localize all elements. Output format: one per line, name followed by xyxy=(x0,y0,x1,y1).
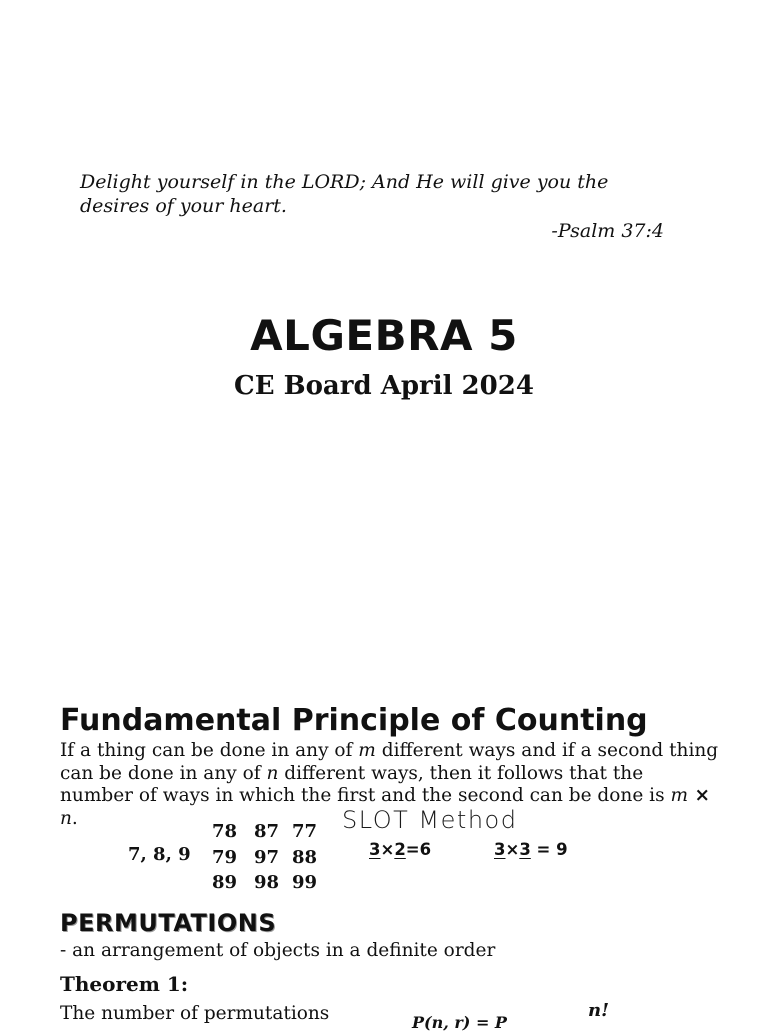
slot-2-op: × xyxy=(505,840,520,859)
fpc-text-end: . xyxy=(71,807,78,829)
grid-number: 98 xyxy=(254,872,280,893)
theorem-title: Theorem 1: xyxy=(60,972,189,996)
theorem-text: The number of permutations xyxy=(60,1003,330,1024)
permutations-heading: PERMUTATIONS xyxy=(60,909,277,937)
slot-1-b: 2 xyxy=(394,840,406,859)
slot-2-b: 3 xyxy=(519,840,531,859)
bible-quote xyxy=(80,170,680,218)
number-grid xyxy=(212,821,330,894)
slot-2-a: 3 xyxy=(494,840,506,859)
grid-number: 88 xyxy=(292,846,318,868)
document-title: ALGEBRA 5 xyxy=(250,311,518,360)
var-n-product: n xyxy=(60,807,72,829)
permutations-definition: - an arrangement of objects in a definite order xyxy=(60,940,496,961)
grid-number: 77 xyxy=(292,821,318,842)
formula-numerator: n! xyxy=(588,1000,609,1021)
var-n: n xyxy=(266,762,279,784)
slot-1-op: × xyxy=(380,840,395,859)
grid-number: 89 xyxy=(212,872,238,893)
grid-number: 99 xyxy=(292,872,318,893)
slot-1-a: 3 xyxy=(369,840,381,859)
slot-1-result: 6 xyxy=(419,840,432,859)
grid-number: 79 xyxy=(212,846,238,868)
fpc-text-3: different ways, then it follows that the number of ways in which the first and the second can be done is xyxy=(60,762,671,806)
var-m-product: m xyxy=(670,785,688,806)
fpc-text-2: different ways and if a second thing can be done in any of xyxy=(60,740,719,784)
permutation-formula: P(n, r) = P xyxy=(412,1013,507,1032)
handwritten-note: SLOT Method xyxy=(342,806,518,834)
document-subtitle: CE Board April 2024 xyxy=(234,371,534,401)
fpc-text-1: If a thing can be done in any of xyxy=(60,740,359,761)
quote-text: Delight yourself in the LORD; And He will give you the desires of your heart. xyxy=(80,171,609,217)
fpc-heading: Fundamental Principle of Counting xyxy=(60,703,648,738)
slot-2-result: 9 xyxy=(556,840,568,859)
digits-label: 7, 8, 9 xyxy=(128,844,191,865)
slot-2-eq: = xyxy=(530,840,557,859)
slot-1-eq: = xyxy=(405,840,420,859)
grid-number: 87 xyxy=(254,821,280,842)
grid-number: 97 xyxy=(254,846,280,868)
slot-equation-1 xyxy=(369,839,431,861)
slot-equation-2 xyxy=(494,839,568,861)
quote-reference: -Psalm 37:4 xyxy=(551,220,664,242)
var-m: m xyxy=(358,740,376,761)
times-sign: × xyxy=(688,785,710,806)
grid-number: 78 xyxy=(212,821,238,842)
